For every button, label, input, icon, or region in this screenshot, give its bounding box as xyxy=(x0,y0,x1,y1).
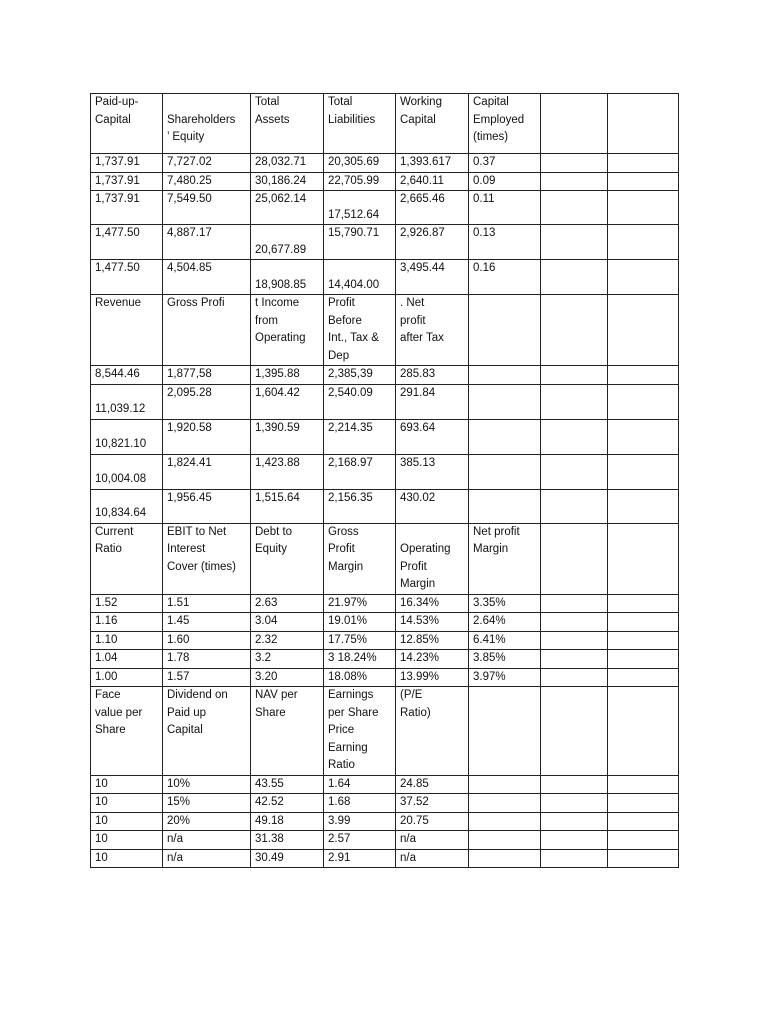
table-cell: 1,604.42 xyxy=(251,384,324,419)
table-cell: 1,920.58 xyxy=(163,419,251,454)
table-cell: 3.85% xyxy=(469,650,541,669)
table-cell: 10 xyxy=(91,794,163,813)
table-cell xyxy=(541,849,608,868)
table-cell: 10 xyxy=(91,831,163,850)
table-row xyxy=(91,631,679,650)
table-cell: 2,385,39 xyxy=(324,366,396,385)
table-header-cell: EBIT to Net Interest Cover (times) xyxy=(163,523,251,594)
table-cell: 1,877,58 xyxy=(163,366,251,385)
table-cell xyxy=(469,849,541,868)
table-header-cell: (P/E Ratio) xyxy=(396,687,469,776)
table-cell: 7,549.50 xyxy=(163,191,251,225)
table-row xyxy=(91,775,679,794)
table-cell: 20,677.89 xyxy=(251,225,324,260)
table-cell: 10,834.64 xyxy=(91,489,163,523)
table-cell: 3.35% xyxy=(469,594,541,613)
table-cell: 2,095.28 xyxy=(163,384,251,419)
table-header-cell: Face value per Share xyxy=(91,687,163,776)
table-header-cell: Earnings per Share Price Earning Ratio xyxy=(324,687,396,776)
table-header-cell xyxy=(541,687,608,776)
table-header-cell xyxy=(541,94,608,154)
table-cell: 1.51 xyxy=(163,594,251,613)
table-cell: 2,926.87 xyxy=(396,225,469,260)
table-cell: 42.52 xyxy=(251,794,324,813)
table-cell: 10 xyxy=(91,849,163,868)
table-cell: 1,824.41 xyxy=(163,454,251,489)
table-header-cell: . Net profit after Tax xyxy=(396,295,469,366)
table-cell xyxy=(469,419,541,454)
table-cell: 7,480.25 xyxy=(163,172,251,191)
table-cell: 10,821.10 xyxy=(91,419,163,454)
table-cell xyxy=(541,831,608,850)
table-cell: 1,737.91 xyxy=(91,191,163,225)
table-cell xyxy=(608,419,679,454)
table-cell: 7,727.02 xyxy=(163,154,251,173)
table-cell: 1.10 xyxy=(91,631,163,650)
table-cell: 28,032.71 xyxy=(251,154,324,173)
table-cell: 1.64 xyxy=(324,775,396,794)
table-cell xyxy=(608,489,679,523)
table-row xyxy=(91,650,679,669)
table-cell: 11,039.12 xyxy=(91,384,163,419)
table-cell: 1,956.45 xyxy=(163,489,251,523)
table-cell: 2.63 xyxy=(251,594,324,613)
table-cell: 12.85% xyxy=(396,631,469,650)
table-cell: 1,390.59 xyxy=(251,419,324,454)
table-cell: 1,737.91 xyxy=(91,154,163,173)
table-header-cell: Working Capital xyxy=(396,94,469,154)
table-cell: 14.53% xyxy=(396,613,469,632)
table-cell xyxy=(608,260,679,295)
table-header-row xyxy=(91,687,679,776)
table-header-cell xyxy=(469,295,541,366)
table-cell xyxy=(469,366,541,385)
table-cell: 3.04 xyxy=(251,613,324,632)
table-cell xyxy=(541,225,608,260)
table-cell: 37.52 xyxy=(396,794,469,813)
table-cell xyxy=(541,594,608,613)
table-header-cell: Profit Before Int., Tax & Dep xyxy=(324,295,396,366)
table-cell: 1,477.50 xyxy=(91,225,163,260)
table-cell: 13.99% xyxy=(396,668,469,687)
table-cell xyxy=(541,154,608,173)
table-cell xyxy=(608,366,679,385)
table-cell xyxy=(541,668,608,687)
table-row xyxy=(91,794,679,813)
table-header-cell xyxy=(541,295,608,366)
table-header-cell: Operating Profit Margin xyxy=(396,523,469,594)
table-cell: n/a xyxy=(163,849,251,868)
table-cell xyxy=(608,613,679,632)
table-header-cell: Capital Employed (times) xyxy=(469,94,541,154)
table-cell: 17,512.64 xyxy=(324,191,396,225)
table-cell: 20,305.69 xyxy=(324,154,396,173)
table-cell: 1.45 xyxy=(163,613,251,632)
table-cell: 31.38 xyxy=(251,831,324,850)
table-cell: 3.97% xyxy=(469,668,541,687)
table-cell xyxy=(608,849,679,868)
table-header-cell: Total Assets xyxy=(251,94,324,154)
table-cell: 2,665.46 xyxy=(396,191,469,225)
table-cell: 24.85 xyxy=(396,775,469,794)
table-cell xyxy=(541,775,608,794)
table-cell xyxy=(541,812,608,831)
table-cell: 2.57 xyxy=(324,831,396,850)
table-row xyxy=(91,668,679,687)
table-header-cell: Revenue xyxy=(91,295,163,366)
table-cell: 16.34% xyxy=(396,594,469,613)
table-cell: 3,495.44 xyxy=(396,260,469,295)
table-header-cell xyxy=(541,523,608,594)
table-cell: 2,168.97 xyxy=(324,454,396,489)
table-cell: 693.64 xyxy=(396,419,469,454)
table-cell: 14.23% xyxy=(396,650,469,669)
table-cell xyxy=(541,650,608,669)
table-cell: 10% xyxy=(163,775,251,794)
table-cell: 19.01% xyxy=(324,613,396,632)
table-cell: 1,737.91 xyxy=(91,172,163,191)
table-cell xyxy=(608,154,679,173)
table-row xyxy=(91,613,679,632)
table-cell: 30.49 xyxy=(251,849,324,868)
table-cell: 2,214.35 xyxy=(324,419,396,454)
table-cell xyxy=(469,812,541,831)
table-cell: 2.91 xyxy=(324,849,396,868)
table-cell: 1,393.617 xyxy=(396,154,469,173)
table-header-row xyxy=(91,295,679,366)
table-cell: 20.75 xyxy=(396,812,469,831)
table-cell xyxy=(469,775,541,794)
table-row xyxy=(91,172,679,191)
table-cell xyxy=(608,225,679,260)
table-cell: 14,404.00 xyxy=(324,260,396,295)
table-cell: 18.08% xyxy=(324,668,396,687)
table-cell: 2,540.09 xyxy=(324,384,396,419)
table-cell: 0.37 xyxy=(469,154,541,173)
table-cell: 1.60 xyxy=(163,631,251,650)
table-cell: 3.2 xyxy=(251,650,324,669)
table-cell xyxy=(541,419,608,454)
financial-data-table xyxy=(90,93,679,868)
table-cell xyxy=(608,650,679,669)
table-cell: 1.16 xyxy=(91,613,163,632)
table-header-cell: Total Liabilities xyxy=(324,94,396,154)
table-cell: 285.83 xyxy=(396,366,469,385)
table-cell xyxy=(541,366,608,385)
table-cell xyxy=(541,172,608,191)
table-cell xyxy=(608,775,679,794)
table-header-row xyxy=(91,523,679,594)
table-cell xyxy=(608,594,679,613)
table-header-cell xyxy=(608,295,679,366)
table-cell: 4,504.85 xyxy=(163,260,251,295)
table-row xyxy=(91,384,679,419)
table-cell: 2.32 xyxy=(251,631,324,650)
table-row xyxy=(91,812,679,831)
table-cell: 49.18 xyxy=(251,812,324,831)
table-cell: 1.68 xyxy=(324,794,396,813)
table-header-cell: Paid-up- Capital xyxy=(91,94,163,154)
table-body xyxy=(91,94,679,868)
table-header-cell xyxy=(608,523,679,594)
table-cell: n/a xyxy=(396,831,469,850)
table-header-cell xyxy=(469,687,541,776)
table-cell xyxy=(541,191,608,225)
table-header-cell: Current Ratio xyxy=(91,523,163,594)
table-cell xyxy=(608,631,679,650)
table-cell xyxy=(608,668,679,687)
table-cell xyxy=(469,384,541,419)
table-cell xyxy=(608,812,679,831)
table-cell xyxy=(469,454,541,489)
table-cell: 43.55 xyxy=(251,775,324,794)
table-cell: 18,908.85 xyxy=(251,260,324,295)
table-cell xyxy=(541,454,608,489)
table-cell: 15% xyxy=(163,794,251,813)
table-cell xyxy=(541,613,608,632)
table-cell: 1,423.88 xyxy=(251,454,324,489)
table-cell: 4,887.17 xyxy=(163,225,251,260)
table-header-cell: Debt to Equity xyxy=(251,523,324,594)
table-header-cell xyxy=(608,687,679,776)
table-cell: 21.97% xyxy=(324,594,396,613)
table-cell: n/a xyxy=(396,849,469,868)
table-header-cell: NAV per Share xyxy=(251,687,324,776)
table-cell xyxy=(541,794,608,813)
table-header-row xyxy=(91,94,679,154)
table-cell xyxy=(608,191,679,225)
table-row xyxy=(91,831,679,850)
table-cell: 0.09 xyxy=(469,172,541,191)
table-cell: 1,515.64 xyxy=(251,489,324,523)
table-cell xyxy=(541,489,608,523)
table-cell: 3.20 xyxy=(251,668,324,687)
table-cell xyxy=(469,489,541,523)
table-row xyxy=(91,419,679,454)
table-cell: 17.75% xyxy=(324,631,396,650)
table-cell: 291.84 xyxy=(396,384,469,419)
table-cell: 8,544.46 xyxy=(91,366,163,385)
table-cell xyxy=(541,384,608,419)
table-cell: 1.00 xyxy=(91,668,163,687)
table-row xyxy=(91,366,679,385)
table-cell: 20% xyxy=(163,812,251,831)
table-header-cell: Dividend on Paid up Capital xyxy=(163,687,251,776)
table-cell: 3.99 xyxy=(324,812,396,831)
table-row xyxy=(91,849,679,868)
table-header-cell: Gross Profit Margin xyxy=(324,523,396,594)
table-row xyxy=(91,191,679,225)
table-cell xyxy=(469,794,541,813)
table-cell: 10 xyxy=(91,775,163,794)
table-header-cell: Net profit Margin xyxy=(469,523,541,594)
table-cell: n/a xyxy=(163,831,251,850)
table-cell: 1,395.88 xyxy=(251,366,324,385)
table-cell: 1.52 xyxy=(91,594,163,613)
table-row xyxy=(91,154,679,173)
table-header-cell: t Income from Operating xyxy=(251,295,324,366)
table-cell: 0.11 xyxy=(469,191,541,225)
table-row xyxy=(91,225,679,260)
table-cell xyxy=(608,384,679,419)
table-cell xyxy=(608,831,679,850)
table-cell: 10 xyxy=(91,812,163,831)
table-header-cell: Shareholders ’ Equity xyxy=(163,94,251,154)
table-row xyxy=(91,260,679,295)
table-cell: 0.16 xyxy=(469,260,541,295)
table-cell: 1,477.50 xyxy=(91,260,163,295)
table-cell: 30,186.24 xyxy=(251,172,324,191)
table-cell: 2,156.35 xyxy=(324,489,396,523)
table-cell: 22,705.99 xyxy=(324,172,396,191)
table-cell: 15,790.71 xyxy=(324,225,396,260)
table-cell: 385.13 xyxy=(396,454,469,489)
table-row xyxy=(91,594,679,613)
table-cell: 3 18.24% xyxy=(324,650,396,669)
table-header-cell xyxy=(608,94,679,154)
table-row xyxy=(91,489,679,523)
table-cell: 0.13 xyxy=(469,225,541,260)
table-row xyxy=(91,454,679,489)
table-cell: 25,062.14 xyxy=(251,191,324,225)
table-cell xyxy=(608,172,679,191)
table-cell: 6.41% xyxy=(469,631,541,650)
table-cell: 10,004.08 xyxy=(91,454,163,489)
table-cell xyxy=(608,794,679,813)
table-cell xyxy=(541,631,608,650)
table-cell xyxy=(469,831,541,850)
table-header-cell: Gross Profi xyxy=(163,295,251,366)
table-cell: 1.78 xyxy=(163,650,251,669)
table-cell: 1.04 xyxy=(91,650,163,669)
table-cell xyxy=(608,454,679,489)
table-cell: 1.57 xyxy=(163,668,251,687)
table-cell: 2,640.11 xyxy=(396,172,469,191)
table-cell: 430.02 xyxy=(396,489,469,523)
table-cell xyxy=(541,260,608,295)
table-cell: 2.64% xyxy=(469,613,541,632)
